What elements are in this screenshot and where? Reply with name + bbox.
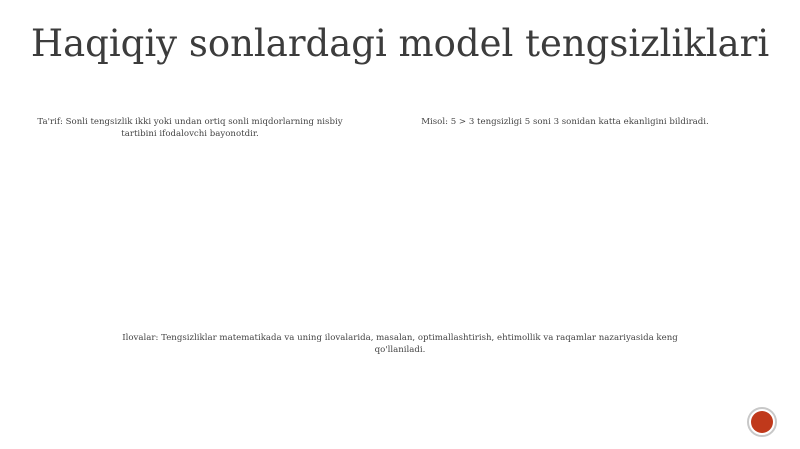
slide-title: Haqiqiy sonlardagi model tengsizliklari (30, 22, 770, 65)
example-text: Misol: 5 > 3 tengsizligi 5 soni 3 sonidan katta ekanligini bildiradi. (421, 117, 709, 127)
definition-text: Ta'rif: Sonli tengsizlik ikki yoki undan ortiq sonli miqdorlarning nisbiy tartibini ifodalovchi bayonotdir. (37, 117, 343, 139)
next-slide-button-icon (751, 411, 773, 433)
applications-text: Ilovalar: Tengsizliklar matematikada va uning ilovalarida, masalan, optimallashtirish, ehtimollik va raqamlar nazariyasida keng qo'llaniladi. (122, 333, 678, 355)
next-slide-button[interactable] (747, 407, 777, 437)
